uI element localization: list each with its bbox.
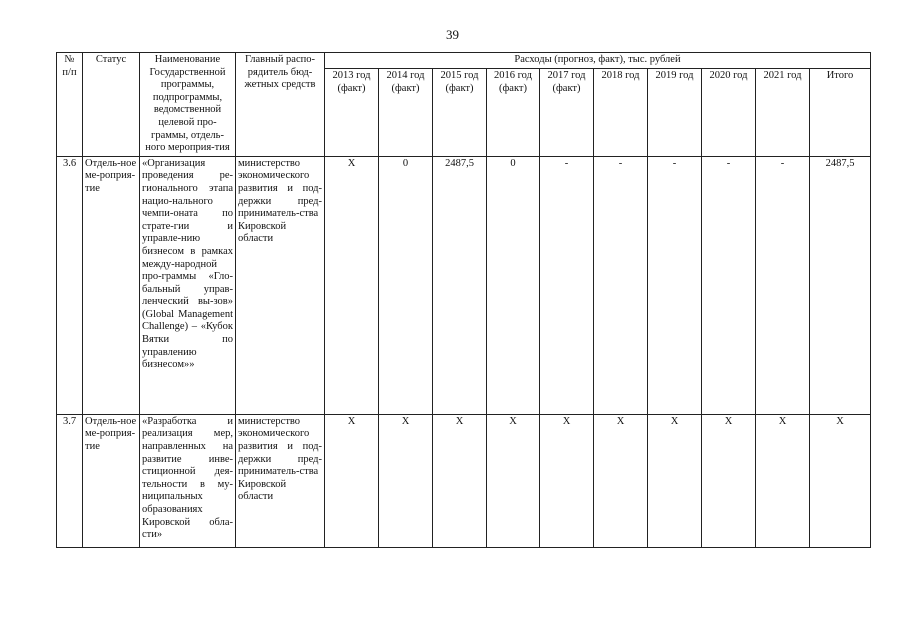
header-responsible: Главный распо-рядитель бюд-жетных средств <box>236 53 325 157</box>
row-value: - <box>756 156 810 414</box>
row-value: Х <box>756 414 810 547</box>
row-name: «Разработка и реализация мер, направленных на развитие инве-стиционной дея-тельности в му-ниципальных образованиях Кировской обла-сти» <box>140 414 236 547</box>
row-total: 2487,5 <box>810 156 871 414</box>
row-value: Х <box>379 414 433 547</box>
year-header: 2013 год (факт) <box>325 69 379 157</box>
row-value: - <box>702 156 756 414</box>
header-row <box>57 53 871 69</box>
row-responsible: министерство экономического развития и под-держки пред-приниматель-ства Кировской области <box>236 156 325 414</box>
row-value: - <box>594 156 648 414</box>
row-value: 0 <box>379 156 433 414</box>
page-number: 39 <box>446 27 459 42</box>
year-header: 2020 год <box>702 69 756 157</box>
row-name: «Организация проведения ре-гионального этапа нацио-нального чемпи-оната по страте-гии и управле-нию бизнесом в рамках между-народной про-граммы «Гло-бальный управ-ленческий вы-зов» (Global Management Challenge) – «Кубок Вятки по управлению бизнесом»» <box>140 156 236 414</box>
row-value: Х <box>540 414 594 547</box>
row-total: Х <box>810 414 871 547</box>
row-value: Х <box>594 414 648 547</box>
header-expenses: Расходы (прогноз, факт), тыс. рублей <box>325 53 871 69</box>
row-value: Х <box>325 414 379 547</box>
table-row <box>57 156 871 414</box>
row-status: Отдель-ное ме-роприя-тие <box>83 156 140 414</box>
row-status: Отдель-ное ме-роприя-тие <box>83 414 140 547</box>
header-name: Наименование Государственной программы, подпрограммы, ведомственной целевой про-граммы, отдель-ного мероприя-тия <box>140 53 236 157</box>
row-value: Х <box>648 414 702 547</box>
row-num: 3.6 <box>57 156 83 414</box>
header-status: Статус <box>83 53 140 157</box>
row-value: Х <box>487 414 540 547</box>
year-header: 2018 год <box>594 69 648 157</box>
year-header: 2017 год (факт) <box>540 69 594 157</box>
row-value: 0 <box>487 156 540 414</box>
total-header: Итого <box>810 69 871 157</box>
year-header: 2016 год (факт) <box>487 69 540 157</box>
year-header: 2019 год <box>648 69 702 157</box>
row-responsible: министерство экономического развития и под-держки пред-приниматель-ства Кировской области <box>236 414 325 547</box>
row-value: Х <box>702 414 756 547</box>
year-header: 2014 год (факт) <box>379 69 433 157</box>
year-header: 2021 год <box>756 69 810 157</box>
row-value: Х <box>433 414 487 547</box>
year-header: 2015 год (факт) <box>433 69 487 157</box>
row-value: - <box>648 156 702 414</box>
row-value: Х <box>325 156 379 414</box>
budget-table <box>56 52 871 548</box>
header-num: № п/п <box>57 53 83 157</box>
row-value: 2487,5 <box>433 156 487 414</box>
row-num: 3.7 <box>57 414 83 547</box>
table-row <box>57 414 871 547</box>
row-value: - <box>540 156 594 414</box>
